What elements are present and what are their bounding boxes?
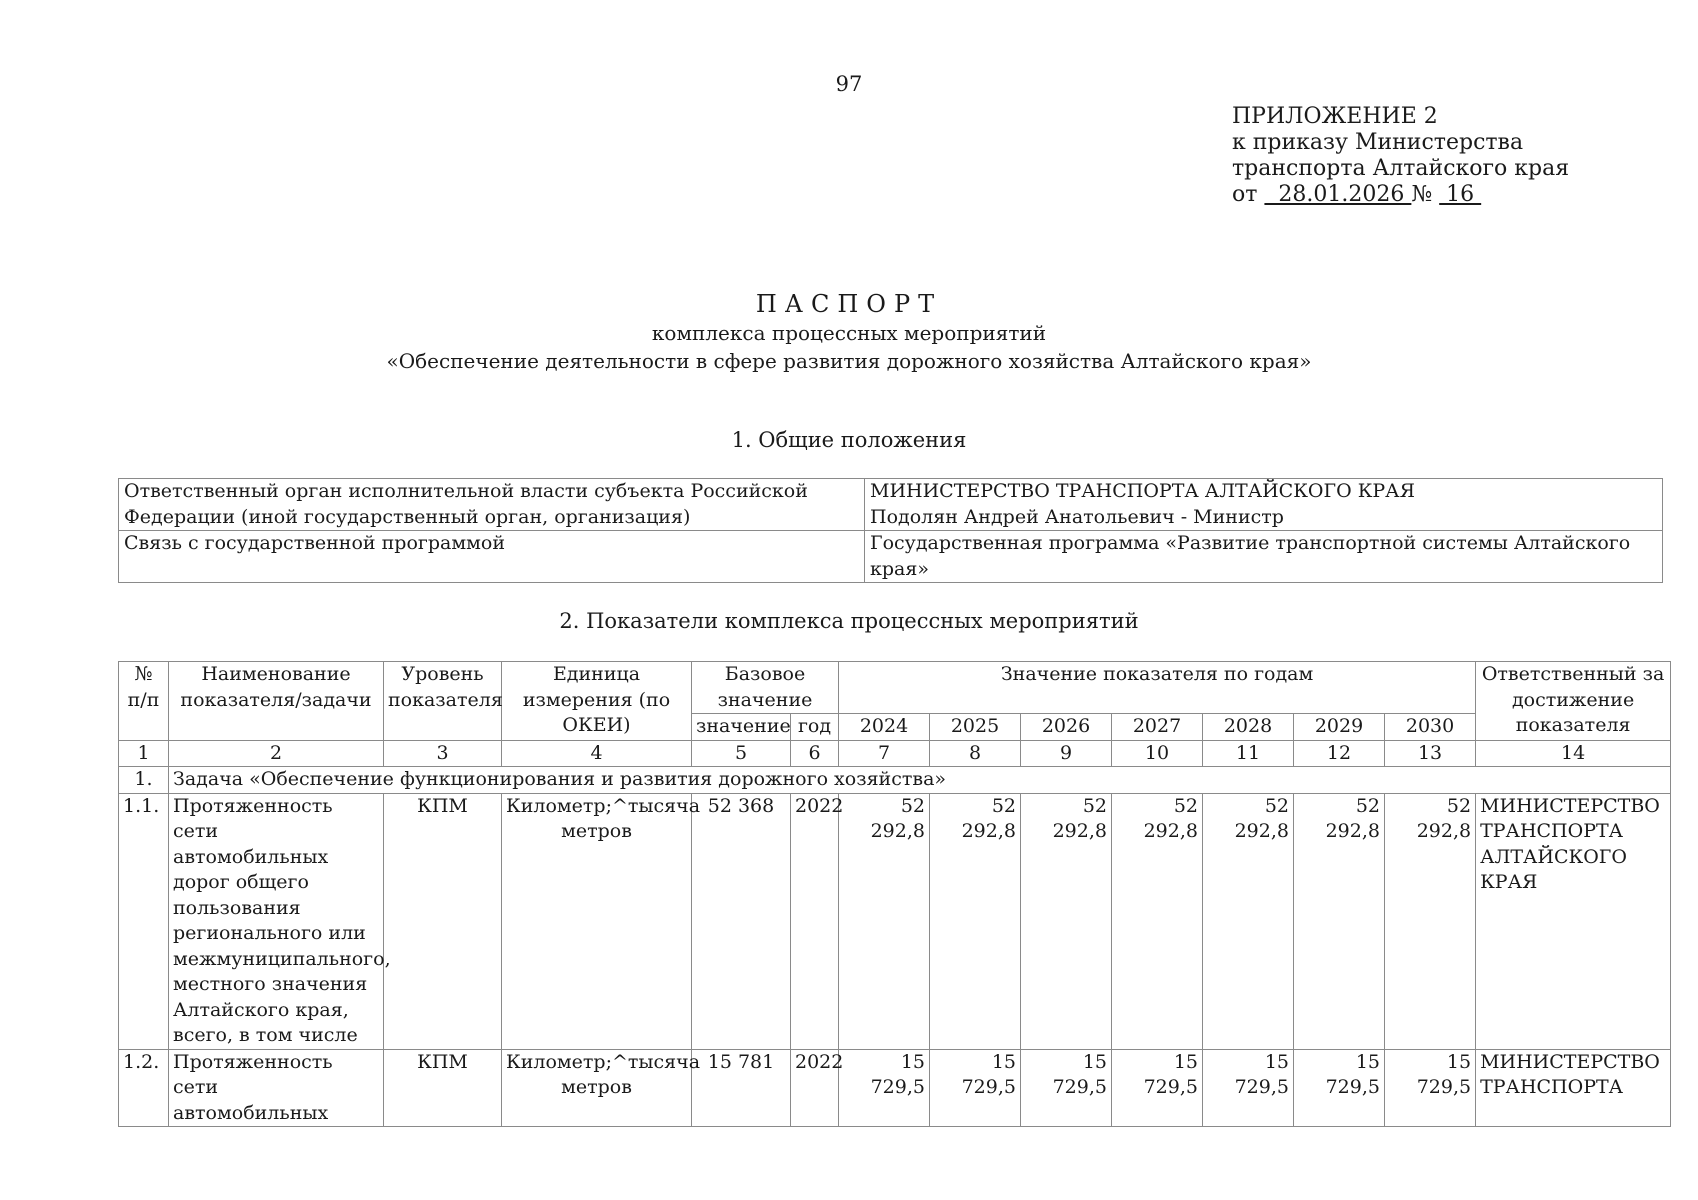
header-year: 2026 (1021, 714, 1112, 741)
row-base-value: 15 781 (692, 1049, 791, 1127)
column-number: 6 (791, 740, 839, 767)
row-unit: Километр;^тысяча метров (502, 793, 692, 1049)
passport-title: ПАСПОРТ (755, 290, 943, 318)
table-row (119, 1049, 1671, 1127)
responsible-body-label (119, 479, 865, 531)
column-number-row (119, 740, 1671, 767)
header-unit: Единица измерения (по ОКЕИ) (502, 662, 692, 741)
column-number: 8 (930, 740, 1021, 767)
appendix-line-1: к приказу Министерства (1232, 130, 1524, 155)
row-name: Протяженность сети автомобильных (169, 1049, 384, 1127)
header-level: Уровень показателя (384, 662, 502, 741)
row-year-value: 15 729,5 (930, 1049, 1021, 1127)
header-year: 2025 (930, 714, 1021, 741)
order-date: 28.01.2026 (1264, 182, 1412, 207)
label-line: Ответственный орган исполнительной власти субъекта Российской (124, 480, 808, 502)
column-number: 3 (384, 740, 502, 767)
header-years-group: Значение показателя по годам (839, 662, 1476, 714)
label-line: Федерации (иной государственный орган, организация) (124, 505, 691, 528)
column-number: 5 (692, 740, 791, 767)
appendix-line-2: транспорта Алтайского края (1232, 156, 1570, 181)
row-num: 1.2. (119, 1049, 169, 1127)
indicators-table (118, 661, 1671, 1127)
column-number: 11 (1203, 740, 1294, 767)
row-base-year: 2022 (791, 1049, 839, 1127)
task-text: Задача «Обеспечение функционирования и развития дорожного хозяйства» (169, 767, 1671, 794)
row-name: Протяженность сети автомобильных дорог общего пользования регионального или межмуниципального, местного значения Алтайского края, всего, в том числе (169, 793, 384, 1049)
page-number: 97 (835, 72, 863, 96)
header-num: № п/п (119, 662, 169, 741)
header-base-year: год (791, 714, 839, 741)
header-year: 2028 (1203, 714, 1294, 741)
row-responsible: МИНИСТЕРСТВО ТРАНСПОРТА АЛТАЙСКОГО КРАЯ (1476, 793, 1671, 1049)
program-link-value: Государственная программа «Развитие транспортной системы Алтайского края» (865, 531, 1663, 583)
section-1-title: 1. Общие положения (731, 428, 967, 452)
row-year-value: 15 729,5 (1203, 1049, 1294, 1127)
column-number: 2 (169, 740, 384, 767)
row-responsible: МИНИСТЕРСТВО ТРАНСПОРТА (1476, 1049, 1671, 1127)
row-year-value: 15 729,5 (1294, 1049, 1385, 1127)
row-level: КПМ (384, 1049, 502, 1127)
row-year-value: 15 729,5 (1112, 1049, 1203, 1127)
column-number: 9 (1021, 740, 1112, 767)
general-provisions-table (118, 478, 1663, 583)
row-year-value: 52 292,8 (1294, 793, 1385, 1049)
column-number: 10 (1112, 740, 1203, 767)
row-year-value: 52 292,8 (1203, 793, 1294, 1049)
value-line: Подолян Андрей Анатольевич - Министр (870, 505, 1284, 528)
row-year-value: 15 729,5 (839, 1049, 930, 1127)
value-line: МИНИСТЕРСТВО ТРАНСПОРТА АЛТАЙСКОГО КРАЯ (870, 480, 1415, 502)
table-row (119, 793, 1671, 1049)
row-base-year: 2022 (791, 793, 839, 1049)
row-year-value: 52 292,8 (1021, 793, 1112, 1049)
row-year-value: 52 292,8 (1112, 793, 1203, 1049)
header-base-value: значение (692, 714, 791, 741)
row-base-value: 52 368 (692, 793, 791, 1049)
row-level: КПМ (384, 793, 502, 1049)
program-link-label: Связь с государственной программой (119, 531, 865, 583)
section-2-title: 2. Показатели комплекса процессных мероприятий (559, 609, 1139, 633)
row-year-value: 15 729,5 (1385, 1049, 1476, 1127)
appendix-block (1232, 104, 1569, 208)
row-year-value: 15 729,5 (1021, 1049, 1112, 1127)
row-unit: Километр;^тысяча метров (502, 1049, 692, 1127)
order-number: 16 (1439, 182, 1482, 207)
column-number: 1 (119, 740, 169, 767)
header-responsible: Ответственный за достижение показателя (1476, 662, 1671, 741)
table-row (119, 531, 1663, 583)
passport-name: «Обеспечение деятельности в сфере развития дорожного хозяйства Алтайского края» (386, 349, 1312, 373)
row-year-value: 52 292,8 (1385, 793, 1476, 1049)
date-prefix: от (1232, 182, 1265, 207)
row-year-value: 52 292,8 (930, 793, 1021, 1049)
row-year-value: 52 292,8 (839, 793, 930, 1049)
task-num: 1. (119, 767, 169, 794)
column-number: 14 (1476, 740, 1671, 767)
column-number: 12 (1294, 740, 1385, 767)
column-number: 7 (839, 740, 930, 767)
header-year: 2024 (839, 714, 930, 741)
appendix-date-line (1232, 182, 1569, 208)
passport-subtitle: комплекса процессных мероприятий (651, 321, 1047, 345)
appendix-title: ПРИЛОЖЕНИЕ 2 (1232, 104, 1438, 129)
header-base: Базовое значение (692, 662, 839, 714)
number-sign: № (1411, 182, 1440, 207)
column-number: 4 (502, 740, 692, 767)
task-row (119, 767, 1671, 794)
row-num: 1.1. (119, 793, 169, 1049)
header-year: 2027 (1112, 714, 1203, 741)
passport-header (0, 289, 1698, 375)
column-number: 13 (1385, 740, 1476, 767)
header-year: 2029 (1294, 714, 1385, 741)
responsible-body-value (865, 479, 1663, 531)
header-name: Наименование показателя/задачи (169, 662, 384, 741)
table-row (119, 479, 1663, 531)
header-year: 2030 (1385, 714, 1476, 741)
